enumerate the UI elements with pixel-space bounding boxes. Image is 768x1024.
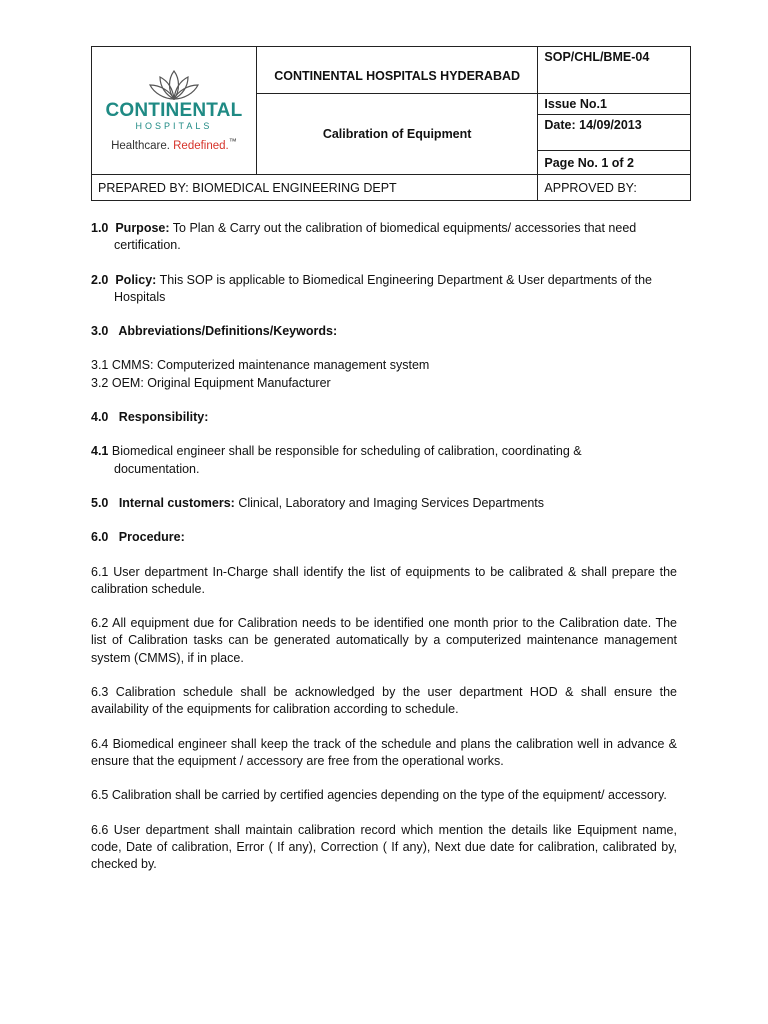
purpose-text: To Plan & Carry out the calibration of biomedical equipments/ accessories that need xyxy=(172,221,637,235)
sop-code: SOP/CHL/BME-04 xyxy=(538,47,691,94)
procedure-step: 6.2 All equipment due for Calibration needs to be identified one month prior to the Calibration date. The list of Calibration tasks can be generated automatically by a computerized maintenance management system (CMMS), if in place. xyxy=(91,616,677,665)
abbreviation-item: 3.2 OEM: Original Equipment Manufacturer xyxy=(91,375,331,390)
procedure-step: 6.3 Calibration schedule shall be acknowledged by the user department HOD & shall ensure the availability of the equipments for calibration according to schedule. xyxy=(91,685,677,717)
procedure-step: 6.6 User department shall maintain calibration record which mention the details like Equipment name, code, Date of calibration, Error ( If any), Correction ( If any), Next due date for calibration, calibrated by, checked by. xyxy=(91,822,677,872)
approved-by: APPROVED BY: xyxy=(538,175,691,201)
tagline-prefix: Healthcare. xyxy=(111,139,174,152)
section-purpose xyxy=(91,220,677,255)
responsibility-item xyxy=(91,443,677,478)
logo-wordmark: CONTINENTAL xyxy=(105,100,243,122)
tagline-tm: ™ xyxy=(228,137,237,147)
purpose-label: Purpose: xyxy=(115,221,170,235)
procedure-step: 6.4 Biomedical engineer shall keep the track of the schedule and plans the calibration well in advance & ensure that the equipment / accessory are free from the operational works. xyxy=(91,736,677,768)
doc-title: Calibration of Equipment xyxy=(256,94,538,175)
policy-text: This SOP is applicable to Biomedical Engineering Department & User departments of the xyxy=(159,272,652,287)
abbreviations-list xyxy=(91,357,677,392)
purpose-text-cont: certification. xyxy=(114,238,181,253)
sop-header-table xyxy=(91,46,691,201)
page-number: Page No. 1 of 2 xyxy=(538,151,691,175)
logo-tagline xyxy=(111,137,237,152)
issue-date: Date: 14/09/2013 xyxy=(538,115,691,151)
section-internal-customers xyxy=(91,495,677,512)
section-policy xyxy=(91,272,677,307)
responsibility-number: 4.1 xyxy=(91,444,109,459)
customers-label: Internal customers: xyxy=(118,495,235,510)
purpose-number: 1.0 xyxy=(91,221,109,235)
procedure-heading: 6.0 Procedure: xyxy=(91,530,185,545)
logo-subtext: HOSPITALS xyxy=(135,121,213,132)
policy-number: 2.0 xyxy=(91,272,109,287)
logo-cell xyxy=(92,47,257,175)
lotus-icon xyxy=(146,69,202,101)
org-name: CONTINENTAL HOSPITALS HYDERABAD xyxy=(256,47,538,94)
tagline-highlight: Redefined. xyxy=(173,139,229,152)
customers-text: Clinical, Laboratory and Imaging Services Departments xyxy=(238,495,545,510)
abbreviations-heading: 3.0 Abbreviations/Definitions/Keywords: xyxy=(91,324,338,339)
responsibility-heading: 4.0 Responsibility: xyxy=(91,410,209,425)
procedure-step: 6.1 User department In-Charge shall identify the list of equipments to be calibrated & shall prepare the calibration schedule. xyxy=(91,564,677,596)
policy-label: Policy: xyxy=(115,272,157,287)
abbreviation-item: 3.1 CMMS: Computerized maintenance management system xyxy=(91,358,430,373)
policy-text-cont: Hospitals xyxy=(114,289,166,304)
sop-body xyxy=(91,220,677,873)
responsibility-text: Biomedical engineer shall be responsible for scheduling of calibration, coordinating & xyxy=(111,444,582,459)
prepared-by: PREPARED BY: BIOMEDICAL ENGINEERING DEPT xyxy=(92,175,538,201)
hospital-logo xyxy=(98,69,250,152)
responsibility-text-cont: documentation. xyxy=(114,461,200,476)
issue-number: Issue No.1 xyxy=(538,94,691,115)
procedure-step: 6.5 Calibration shall be carried by certified agencies depending on the type of the equipment/ accessory. xyxy=(91,788,667,803)
customers-number: 5.0 xyxy=(91,495,109,510)
